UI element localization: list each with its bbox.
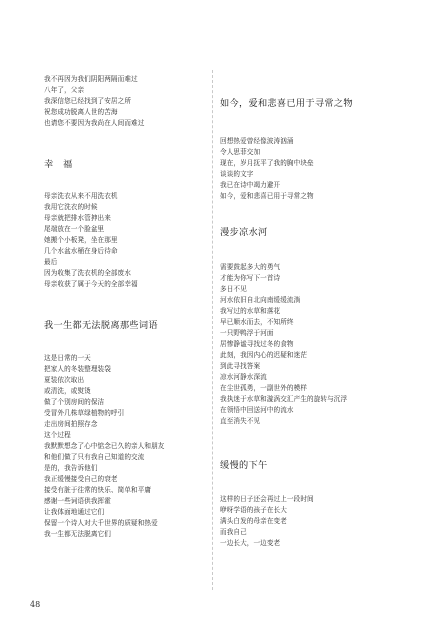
poem-line: 是的，我告诉他们 [44, 464, 98, 472]
poem-line: 我正缓慢接受自己的衰老 [44, 475, 118, 483]
poem-line: 我深信您已经找到了安居之所 [44, 97, 132, 105]
poem-ordinary-things-body [220, 136, 398, 202]
poem-line: 母亲洗衣从来不用洗衣机 [44, 192, 118, 200]
poem-line: 八年了，父亲 [44, 86, 85, 94]
poem-line: 谈谈的文字 [220, 170, 254, 178]
poem-title: 幸 福 [44, 159, 73, 170]
poem-line: 满头白发的母亲在变老 [220, 517, 287, 525]
poem-line: 而我自己 [220, 528, 247, 536]
poem-line: 到此寻找答案 [220, 362, 261, 370]
poem-line: 一边长大，一边变老 [220, 539, 281, 547]
poem-line: 河水依旧自北向南缓缓流淌 [220, 296, 301, 304]
poem-line: 直至消失不见 [220, 417, 261, 425]
poem-line: 因为收集了洗衣机的全部废水 [44, 269, 132, 277]
poem-line: 如今，爱和悲喜已用于寻常之物 [220, 192, 314, 200]
poem-line: 接受有脏于往常的快乐、简单和平庸 [44, 486, 152, 494]
poem-words-body [44, 353, 204, 540]
poem-line: 感谢一些词语供我挥霍 [44, 497, 111, 505]
poem-line: 或清洗，或熨烫 [44, 387, 91, 395]
poem-line: 此刻，我因内心的迟疑和迷茫 [220, 351, 308, 359]
poem-slow-afternoon [220, 459, 398, 472]
poem-line: 凉水河静水深流 [220, 373, 267, 381]
poem-line: 把家人的冬装整理装袋 [44, 365, 111, 373]
poem-line: 我用它洗衣的时候 [44, 203, 98, 211]
poem-river-walk-body [220, 262, 398, 427]
poem-line: 在领悟中回送河中的流水 [220, 406, 294, 414]
column-divider [212, 70, 213, 590]
poem-line: 这是日常的一天 [44, 354, 91, 362]
poem-line: 现在，岁月抚平了我的胸中块垒 [220, 159, 314, 167]
poem-line: 祝您成功脱离人世的苦海 [44, 108, 118, 116]
poem-line: 尾端放在一个脸盆里 [44, 225, 105, 233]
poem-line: 也请您不要因为我尚在人间而难过 [44, 119, 145, 127]
poem-river-walk [220, 226, 398, 239]
poem-line: 早已顺水而去，不知所终 [220, 318, 294, 326]
poem-line: 母亲就把排水管抻出来 [44, 214, 111, 222]
poem-line: 做了个别房间的保洁 [44, 398, 105, 406]
poem-title: 我一生都无法脱离那些词语 [44, 320, 158, 331]
poem-line: 我执迷于水草和漩涡交汇产生的旋转与沉浮 [220, 395, 348, 403]
poem-line: 母亲收获了属于今天的全部幸福 [44, 280, 138, 288]
poem-line: 多日不见 [220, 285, 247, 293]
poem-ordinary-things [220, 97, 398, 110]
poem-line: 在尘世孤勇，一副世外的模样 [220, 384, 308, 392]
poem-line: 才能为你写下一首诗 [220, 274, 281, 282]
poem-line: 保留一个诗人对大千世界的质疑和热爱 [44, 519, 158, 527]
poem-line: 夏装依次取出 [44, 376, 85, 384]
poem-title: 缓慢的下午 [220, 460, 268, 471]
poem-line: 我默默想念了心中惦念已久的亲人和朋友 [44, 442, 165, 450]
poem-line: 回想热爱曾经像波涛汹涌 [220, 137, 294, 145]
page-number: 48 [30, 600, 41, 609]
poem-happiness-body [44, 191, 204, 290]
poem-line: 让我体面地通过它们 [44, 508, 105, 516]
poem-line: 走出房间拍照存念 [44, 420, 98, 428]
poem-line: 我不再因为我们阴阳两隔而难过 [44, 75, 138, 83]
poem-happiness [44, 158, 204, 171]
poem-line: 令人思菲交加 [220, 148, 261, 156]
poem-line: 居惨静谧寻找过冬的食物 [220, 340, 294, 348]
poem-line: 我一生都无法脱离它们 [44, 530, 111, 538]
poem-title: 漫步凉水河 [220, 227, 268, 238]
poem-line: 我写过的水草和落花 [220, 307, 281, 315]
poem-line: 这样的日子还会再过上一段时间 [220, 495, 314, 503]
poem-line: 受冒外几株草绿植物的呼引 [44, 409, 125, 417]
poem-slow-afternoon-body [220, 494, 398, 549]
poem-line: 最后 [44, 258, 58, 266]
poem-continued [44, 74, 204, 129]
poem-words [44, 319, 204, 332]
poem-line: 和他们做了只有我自己知道的交流 [44, 453, 145, 461]
poem-line: 需要鼓起多大的勇气 [220, 263, 281, 271]
poem-line: 一只野鸭浮于河面 [220, 329, 274, 337]
poem-line: 几个水盆水桶在身后待命 [44, 247, 118, 255]
poem-title: 如今，爱和悲喜已用于寻常之物 [220, 98, 353, 109]
poem-line: 咿呀学语的孩子在长大 [220, 506, 287, 514]
poem-line: 这个过程 [44, 431, 71, 439]
poem-line: 我已在诗中竭力避开 [220, 181, 281, 189]
poem-line: 她搬个小板凳，坐在那里 [44, 236, 118, 244]
